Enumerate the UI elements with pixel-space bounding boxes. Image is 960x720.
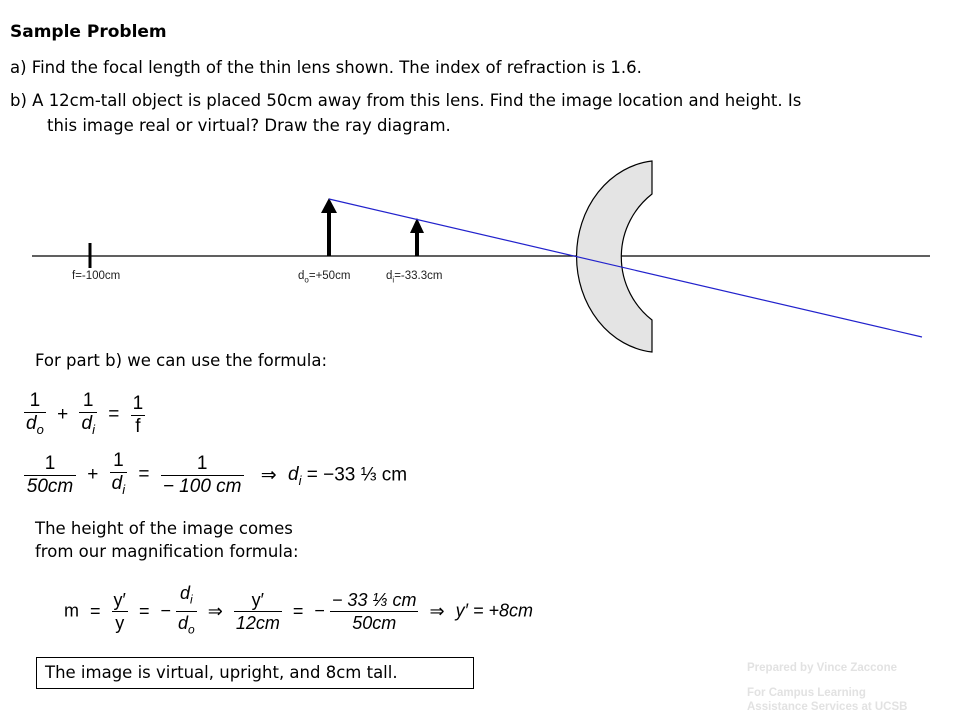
do-symbol: d <box>298 270 305 282</box>
magnification-intro-line-2: from our magnification formula: <box>35 542 299 561</box>
magnification-equation <box>64 582 533 640</box>
part-b-line-2: this image real or virtual? Draw the ray diagram. <box>47 116 451 135</box>
part-a-text: a) Find the focal length of the thin lens shown. The index of refraction is 1.6. <box>10 58 642 77</box>
d-symbol: d <box>287 463 299 485</box>
credit-line-2: For Campus Learning <box>747 687 866 699</box>
implies-arrow-icon: ⇒ <box>207 600 223 621</box>
equals-sign: = <box>90 600 101 621</box>
image-distance-label <box>386 270 442 284</box>
fraction-1-over-f <box>131 393 146 438</box>
conclusion-box: The image is virtual, upright, and 8cm tall. <box>36 657 474 689</box>
magnification-intro <box>35 517 299 563</box>
credit-line-3: Assistance Services at UCSB <box>747 701 908 713</box>
fraction-1-over-do <box>24 390 46 441</box>
subscript-i: i <box>190 592 193 607</box>
d-symbol: d <box>178 612 189 633</box>
result-yp: y′ <box>455 600 468 621</box>
do-value: =+50cm <box>308 270 351 282</box>
numerator: 1 <box>24 390 46 413</box>
numerator: 1 <box>161 453 244 476</box>
di-value: =-33.3cm <box>394 270 443 282</box>
equals-sign: = <box>138 464 150 486</box>
denominator-neg100cm: − 100 cm <box>162 475 242 497</box>
plus-sign: + <box>87 464 99 486</box>
numerator: 1 <box>24 453 76 476</box>
numerator-yp: y′ <box>113 589 126 610</box>
di-subscript: i <box>392 275 395 285</box>
do-subscript: o <box>304 275 309 285</box>
fraction-neg33-over-50cm <box>330 589 419 634</box>
fraction-1-over-50cm <box>24 453 76 498</box>
fraction-yp-over-y <box>112 589 128 634</box>
subscript-i: i <box>122 481 126 497</box>
result-di-value: = −33 ⅓ cm <box>306 464 408 486</box>
numerator: 1 <box>132 392 144 414</box>
di-symbol: d <box>386 270 393 282</box>
credit-organization <box>747 686 907 714</box>
fraction-yp-over-12cm <box>234 589 282 634</box>
fraction-1-over-neg100cm <box>161 453 244 498</box>
subscript-i: i <box>92 421 95 437</box>
substituted-equation <box>24 450 407 501</box>
result-yp-value: = +8cm <box>472 600 534 621</box>
plus-sign: + <box>57 404 69 426</box>
equals-sign: = <box>108 404 120 426</box>
minus-sign: − <box>314 600 325 621</box>
subscript-o: o <box>36 421 44 437</box>
part-b-line-1: b) A 12cm-tall object is placed 50cm away from this lens. Find the image location and height. Is <box>10 91 802 110</box>
m-symbol: m <box>64 600 79 621</box>
f-symbol: f <box>135 415 141 437</box>
numerator-neg33cm: − 33 ⅓ cm <box>331 589 417 610</box>
numerator: 1 <box>110 450 127 473</box>
result-di <box>287 463 302 488</box>
subscript-o: o <box>188 622 195 637</box>
denominator-y: y <box>115 612 125 633</box>
object-distance-label <box>298 270 350 284</box>
d-symbol: d <box>81 413 93 434</box>
numerator-yp: y′ <box>234 589 282 612</box>
fraction-1-over-di <box>110 450 127 501</box>
equals-sign: = <box>138 600 150 621</box>
numerator: 1 <box>79 390 96 413</box>
fraction-di-over-do <box>176 582 197 640</box>
denominator-12cm: 12cm <box>235 612 280 633</box>
magnification-intro-line-1: The height of the image comes <box>35 519 293 538</box>
page-title: Sample Problem <box>10 22 167 42</box>
implies-arrow-icon: ⇒ <box>260 464 277 486</box>
d-symbol: d <box>111 473 123 494</box>
denominator-50cm: 50cm <box>352 612 397 633</box>
formula-intro: For part b) we can use the formula: <box>35 351 327 370</box>
d-symbol: d <box>26 413 37 434</box>
implies-arrow-icon: ⇒ <box>429 600 445 621</box>
equals-sign: = <box>292 600 304 621</box>
minus-sign: − <box>160 600 171 621</box>
subscript-i: i <box>298 472 302 488</box>
thin-lens-equation <box>24 390 145 441</box>
fraction-1-over-di <box>79 390 96 441</box>
denominator-50cm: 50cm <box>26 475 74 497</box>
focal-length-label: f=-100cm <box>72 270 121 282</box>
credit-author: Prepared by Vince Zaccone <box>747 662 897 674</box>
d-symbol: d <box>180 583 191 603</box>
